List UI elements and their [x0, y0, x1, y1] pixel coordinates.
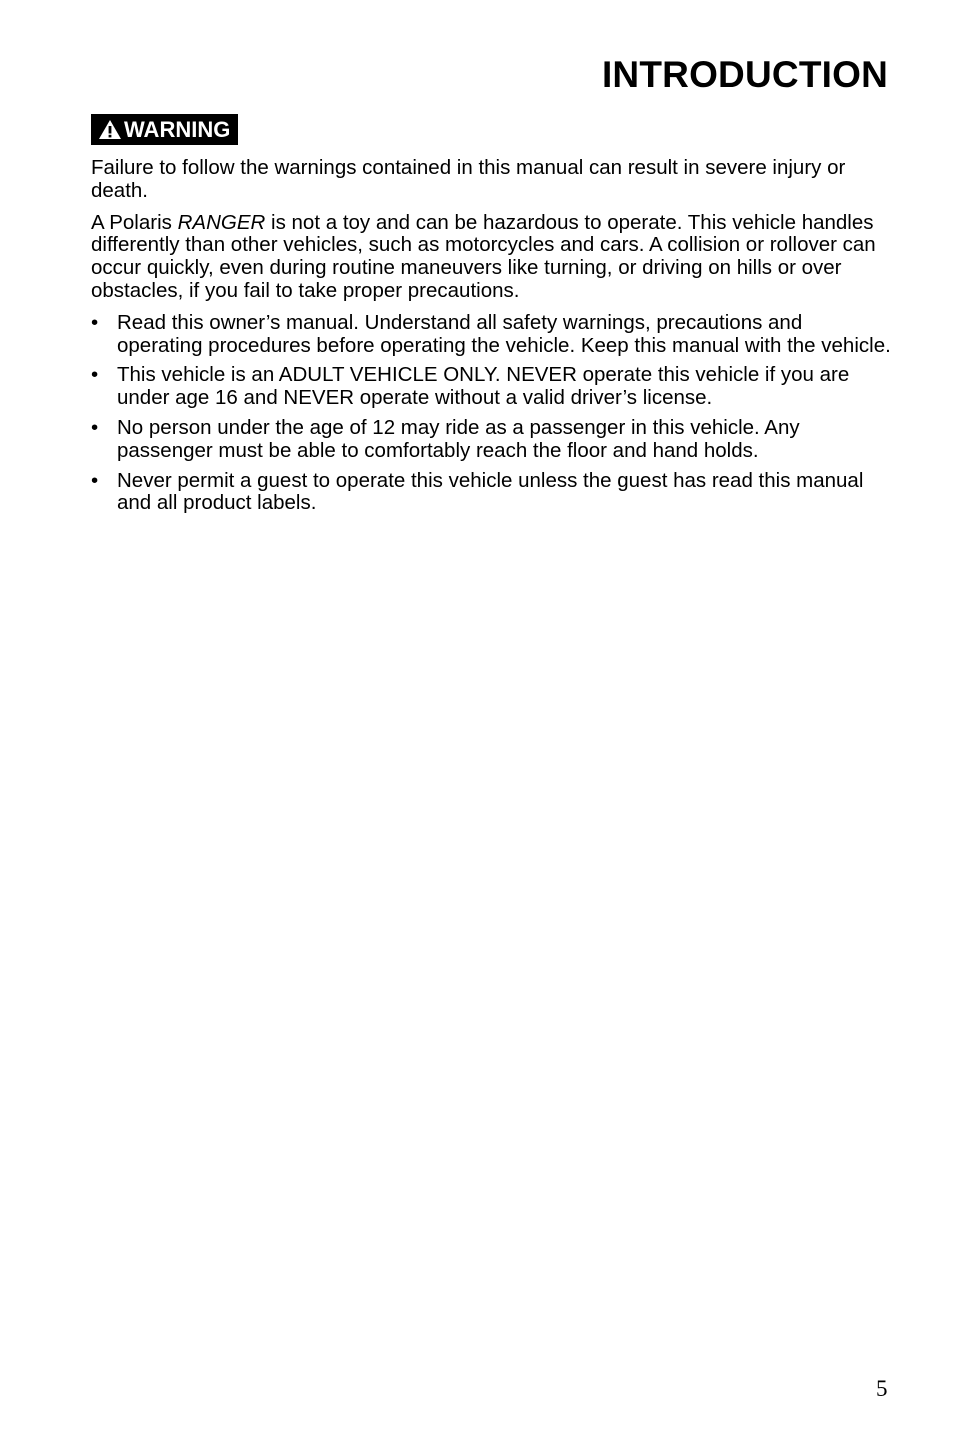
bullet-mark: • — [91, 310, 99, 334]
warning-badge — [91, 114, 238, 145]
ranger-paragraph-intro: A Polaris — [91, 210, 178, 234]
list-item-text: No person under the age of 12 may ride as a passenger in this vehicle. Any passenger must be able to comfortably reach the floor and hand holds. — [117, 415, 800, 462]
warning-triangle-icon — [98, 119, 124, 140]
list-item — [91, 312, 891, 358]
page-title: INTRODUCTION — [601, 54, 888, 95]
warning-paragraph: Failure to follow the warnings contained in this manual can result in severe injury or death. — [91, 156, 846, 202]
bullet-mark: • — [91, 363, 99, 387]
ranger-name: RANGER — [177, 210, 266, 234]
list-item — [91, 364, 891, 410]
bullet-mark: • — [91, 468, 99, 492]
list-item-text: This vehicle is an ADULT VEHICLE ONLY. NEVER operate this vehicle if you are under age 16 and NEVER operate without a valid driver’s license. — [117, 363, 850, 410]
list-item — [91, 417, 891, 463]
ranger-paragraph — [91, 212, 891, 303]
ranger-paragraph-rest: is not a toy and can be hazardous to operate. This vehicle handles differently than other vehicles, such as motorcycles and cars. A collision or rollover can occur quickly, even during routine maneuvers like turning, or driving on hills or over obstacles, if you fail to take proper precautions. — [91, 210, 876, 302]
bullet-mark: • — [91, 415, 99, 439]
page-number: 5 — [876, 1376, 888, 1401]
list-item — [91, 470, 891, 516]
warning-label: WARNING — [124, 116, 231, 142]
list-item-text: Read this owner’s manual. Understand all safety warnings, precautions and operating procedures before operating the vehicle. Keep this manual with the vehicle. — [117, 310, 891, 357]
safety-bullet-list — [91, 312, 891, 515]
body-content — [91, 157, 891, 522]
list-item-text: Never permit a guest to operate this vehicle unless the guest has read this manual and all product labels. — [117, 468, 864, 515]
